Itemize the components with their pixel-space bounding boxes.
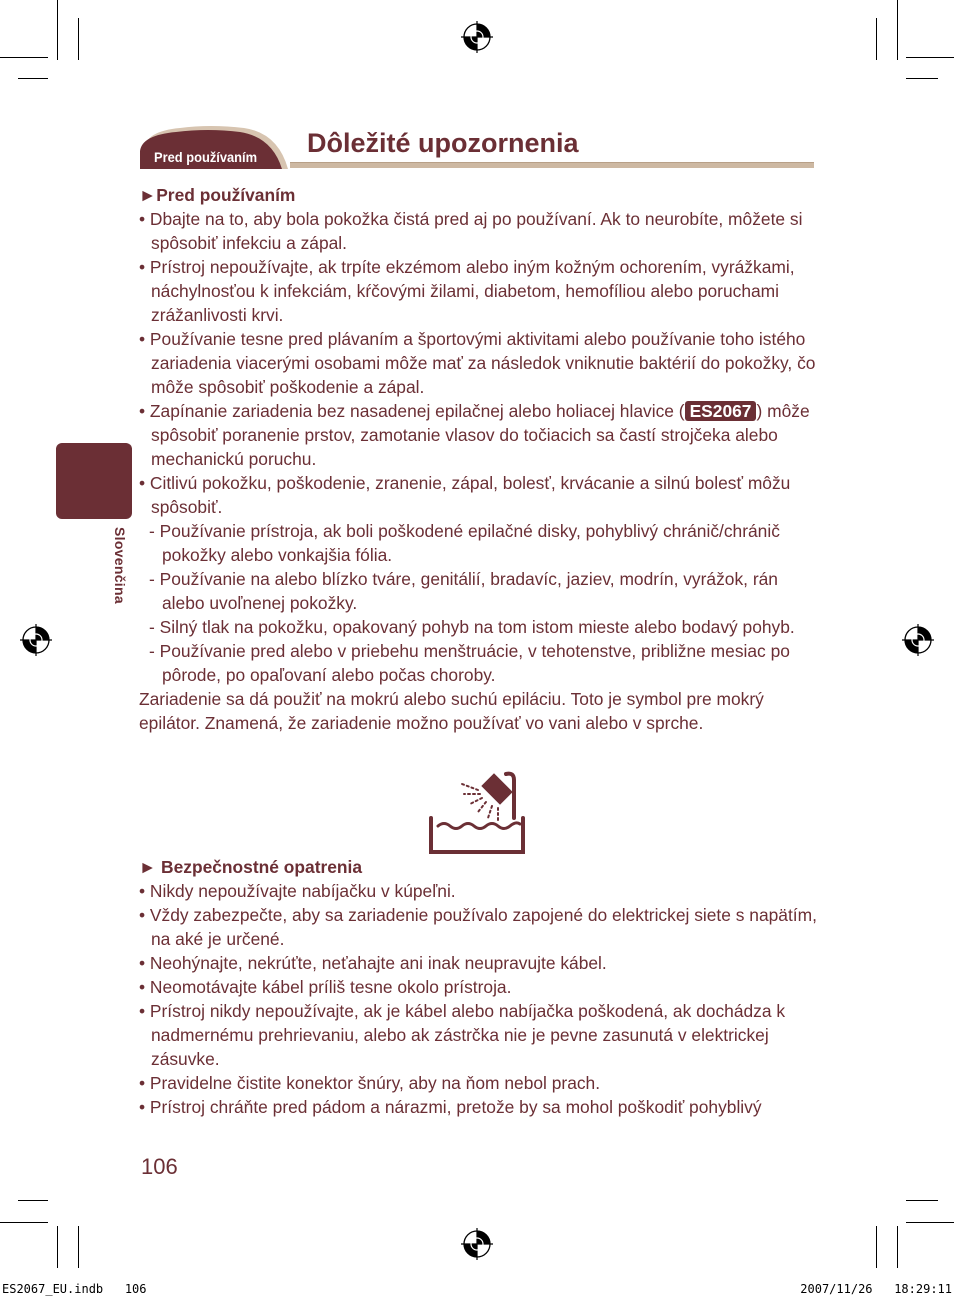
- registration-mark-icon: [902, 624, 934, 656]
- crop-mark: [18, 1200, 48, 1201]
- bullet-item: [139, 399, 819, 471]
- crop-mark: [18, 78, 48, 79]
- section-heading: ►Pred používaním: [139, 185, 296, 205]
- registration-mark-icon: [461, 1228, 493, 1260]
- dash-item: - Silný tlak na pokožku, opakovaný pohyb na tom istom mieste alebo bodavý pohyb.: [149, 617, 795, 637]
- crop-mark: [906, 57, 954, 58]
- bullet-item: • Neohýnajte, nekrúťte, neťahajte ani inak neupravujte kábel.: [139, 953, 607, 973]
- registration-mark-icon: [461, 21, 493, 53]
- bullet-item: • Používanie tesne pred plávaním a športovými aktivitami alebo používanie toho istého zariadenia viacerými osobami môže mať za následok vniknutie baktérií do pokožky, čo môže spôsobiť poškodenie a zápal.: [139, 329, 816, 397]
- crop-mark: [876, 1226, 877, 1268]
- section-tab-label: Pred používaním: [154, 149, 258, 165]
- bullet-item: • Dbajte na to, aby bola pokožka čistá pred aj po používaní. Ak to neurobíte, môžete si spôsobiť infekciu a zápal.: [139, 209, 803, 253]
- crop-mark: [906, 1222, 954, 1223]
- crop-mark: [57, 1226, 58, 1268]
- wet-use-paragraph: Zariadenie sa dá použiť na mokrú alebo suchú epiláciu. Toto je symbol pre mokrý epilátor. Znamená, že zariadenie možno používať vo vani alebo v sprche.: [139, 689, 764, 733]
- crop-mark: [57, 0, 58, 60]
- crop-mark: [897, 1226, 898, 1268]
- crop-mark: [78, 1226, 79, 1268]
- bullet-item: • Citlivú pokožku, poškodenie, zranenie, zápal, bolesť, krvácanie a silnú bolesť môžu spôsobiť.: [139, 473, 791, 517]
- crop-mark: [876, 18, 877, 60]
- bullet-item: • Neomotávajte kábel príliš tesne okolo prístroja.: [139, 977, 512, 997]
- model-badge: ES2067: [685, 401, 757, 421]
- bullet-item: • Prístroj nepoužívajte, ak trpíte ekzémom alebo iným kožným ochorením, vyrážkami, náchylnosťou k infekciám, kŕčovými žilami, diabetom, hemofíliou alebo poruchami zrážanlivosti krvi.: [139, 257, 795, 325]
- bullet-item: • Nikdy nepoužívajte nabíjačku v kúpeľni.: [139, 881, 456, 901]
- bullet-item: • Prístroj chráňte pred pádom a nárazmi, pretože by sa mohol poškodiť pohyblivý: [139, 1097, 762, 1117]
- registration-mark-icon: [20, 624, 52, 656]
- footer-file-info: ES2067_EU.indb 106: [2, 1282, 147, 1296]
- bullet-item: • Prístroj nikdy nepoužívajte, ak je kábel alebo nabíjačka poškodená, ak dochádza k nadmernému prehrievaniu, alebo ak zástrčka nie je pevne zasunutá v elektrickej zásuvke.: [139, 1001, 786, 1069]
- title-underline: [290, 162, 814, 168]
- section-heading: ► Bezpečnostné opatrenia: [139, 857, 363, 877]
- language-label: Slovenčina: [112, 527, 128, 604]
- crop-mark: [78, 18, 79, 60]
- bullet-text: • Zapínanie zariadenia bez nasadenej epilačnej alebo holiacej hlavice (: [139, 401, 685, 421]
- language-marker-block: [56, 443, 132, 519]
- page-number: 106: [141, 1154, 178, 1179]
- crop-mark: [0, 57, 48, 58]
- crop-mark: [906, 1200, 938, 1201]
- crop-mark: [0, 1222, 48, 1223]
- dash-item: - Používanie prístroja, ak boli poškodené epilačné disky, pohyblivý chránič/chránič pokožky alebo vonkajšia fólia.: [149, 521, 780, 565]
- dash-item: - Používanie pred alebo v priebehu menštruácie, v tehotenstve, približne mesiac po pôrode, po opaľovaní alebo počas choroby.: [149, 641, 790, 685]
- dash-item: - Používanie na alebo blízko tváre, genitálií, bradavíc, jaziev, modrín, vyrážok, rán alebo uvoľnenej pokožky.: [149, 569, 778, 613]
- page-title: Dôležité upozornenia: [307, 128, 579, 158]
- bullet-text: ) môže spôsobiť poranenie prstov, zamotanie vlasov do točiacich sa častí strojčeka alebo mechanickú poruchu.: [151, 401, 810, 469]
- main-content: [139, 183, 819, 1119]
- footer-timestamp: 2007/11/26 18:29:11: [800, 1282, 952, 1296]
- bullet-item: • Pravidelne čistite konektor šnúry, aby na ňom nebol prach.: [139, 1073, 601, 1093]
- bullet-item: • Vždy zabezpečte, aby sa zariadenie používalo zapojené do elektrickej siete s napätím, na aké je určené.: [139, 905, 817, 949]
- crop-mark: [897, 0, 898, 60]
- crop-mark: [906, 78, 938, 79]
- wet-use-bath-shower-icon: [428, 770, 526, 856]
